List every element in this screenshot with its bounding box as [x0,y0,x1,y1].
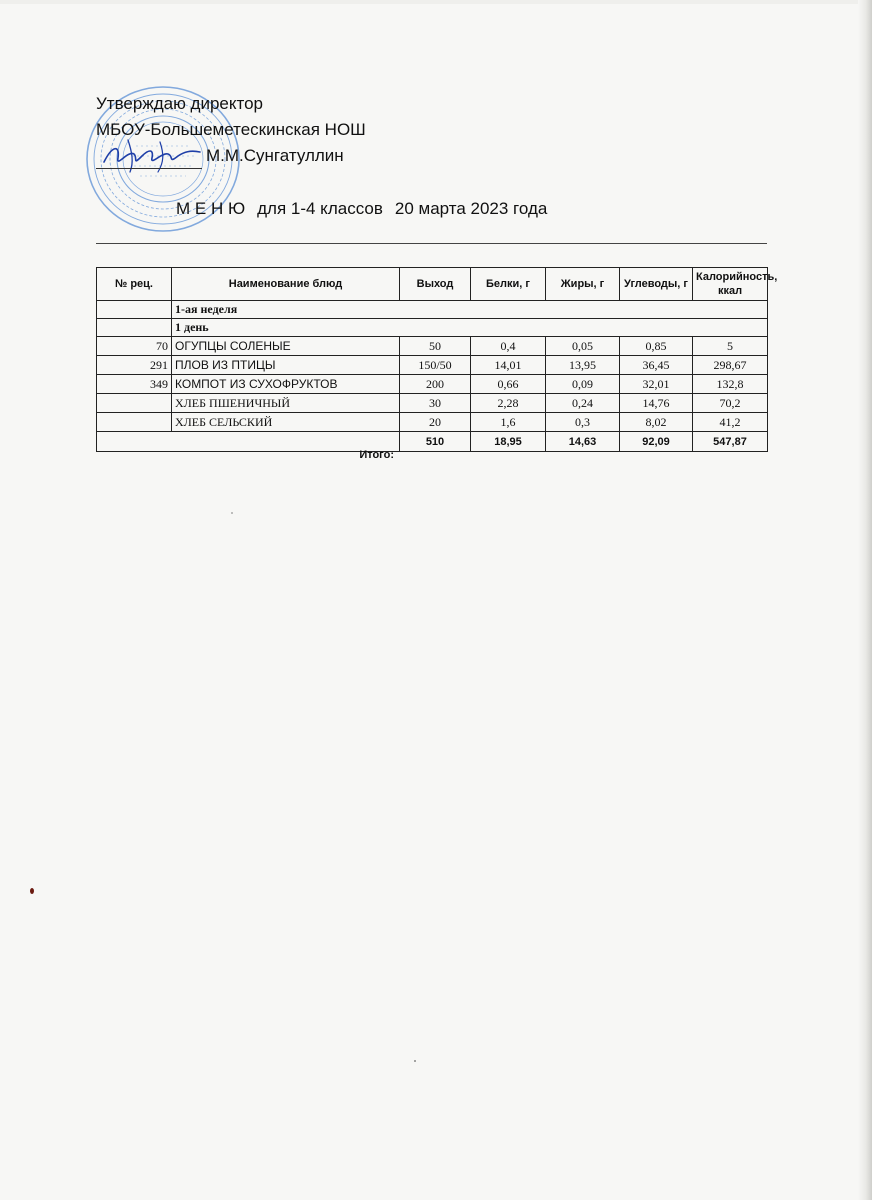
cell-name: КОМПОТ ИЗ СУХОФРУКТОВ [172,375,400,394]
header-divider [96,243,767,244]
cell-protein: 0,66 [471,375,546,394]
cell-name: ХЛЕБ СЕЛЬСКИЙ [172,413,400,432]
table-row [97,375,768,394]
total-blank [97,432,172,452]
table-header-row [97,268,768,301]
scan-speck [231,512,233,514]
col-header-kcal: Калорийность, ккал [693,268,768,301]
total-kcal: 547,87 [693,432,768,452]
cell-protein: 2,28 [471,394,546,413]
cell-kcal: 298,67 [693,356,768,375]
day-row-blank [97,319,172,337]
menu-title [176,199,559,219]
cell-rec: 70 [97,337,172,356]
cell-protein: 14,01 [471,356,546,375]
total-protein: 18,95 [471,432,546,452]
cell-carbs: 0,85 [620,337,693,356]
scan-speck [414,1060,416,1062]
total-row [97,432,768,452]
col-header-rec: № рец. [97,268,172,301]
total-label: Итого: [359,449,394,461]
cell-fat: 13,95 [546,356,620,375]
day-row [97,319,768,337]
cell-fat: 0,09 [546,375,620,394]
col-header-out: Выход [400,268,471,301]
cell-out: 50 [400,337,471,356]
school-name: МБОУ-Большеметескинская НОШ [96,120,366,139]
total-fat: 14,63 [546,432,620,452]
cell-name: ПЛОВ ИЗ ПТИЦЫ [172,356,400,375]
cell-kcal: 132,8 [693,375,768,394]
cell-kcal: 41,2 [693,413,768,432]
menu-table [96,267,778,452]
scan-right-edge [858,0,872,1200]
total-out: 510 [400,432,471,452]
col-header-fat: Жиры, г [546,268,620,301]
table-row [97,356,768,375]
cell-name: ХЛЕБ ПШЕНИЧНЫЙ [172,394,400,413]
table-row [97,394,768,413]
signature-line [96,168,202,169]
cell-fat: 0,05 [546,337,620,356]
cell-rec: 291 [97,356,172,375]
approval-title: Утверждаю директор [96,94,264,113]
table-row [97,337,768,356]
week-row-blank [97,301,172,319]
cell-name: ОГУПЦЫ СОЛЕНЫЕ [172,337,400,356]
col-header-name: Наименование блюд [172,268,400,301]
total-carbs: 92,09 [620,432,693,452]
cell-protein: 1,6 [471,413,546,432]
day-label: 1 день [172,319,768,337]
col-header-carbs: Углеводы, г [620,268,693,301]
cell-rec [97,394,172,413]
menu-date: 20 марта 2023 года [394,199,548,218]
cell-fat: 0,24 [546,394,620,413]
cell-kcal: 5 [693,337,768,356]
cell-out: 150/50 [400,356,471,375]
cell-rec: 349 [97,375,172,394]
table-row [97,413,768,432]
cell-protein: 0,4 [471,337,546,356]
cell-fat: 0,3 [546,413,620,432]
menu-label: М Е Н Ю [176,199,246,218]
class-label: для 1-4 классов [257,199,383,218]
cell-out: 200 [400,375,471,394]
cell-rec [97,413,172,432]
week-label: 1-ая неделя [172,301,768,319]
cell-carbs: 14,76 [620,394,693,413]
week-row [97,301,768,319]
col-header-protein: Белки, г [471,268,546,301]
scan-top-edge [0,0,872,4]
cell-carbs: 32,01 [620,375,693,394]
cell-out: 30 [400,394,471,413]
cell-out: 20 [400,413,471,432]
cell-carbs: 8,02 [620,413,693,432]
scan-speck [30,888,34,894]
cell-kcal: 70,2 [693,394,768,413]
cell-carbs: 36,45 [620,356,693,375]
director-name: М.М.Сунгатуллин [206,146,344,165]
